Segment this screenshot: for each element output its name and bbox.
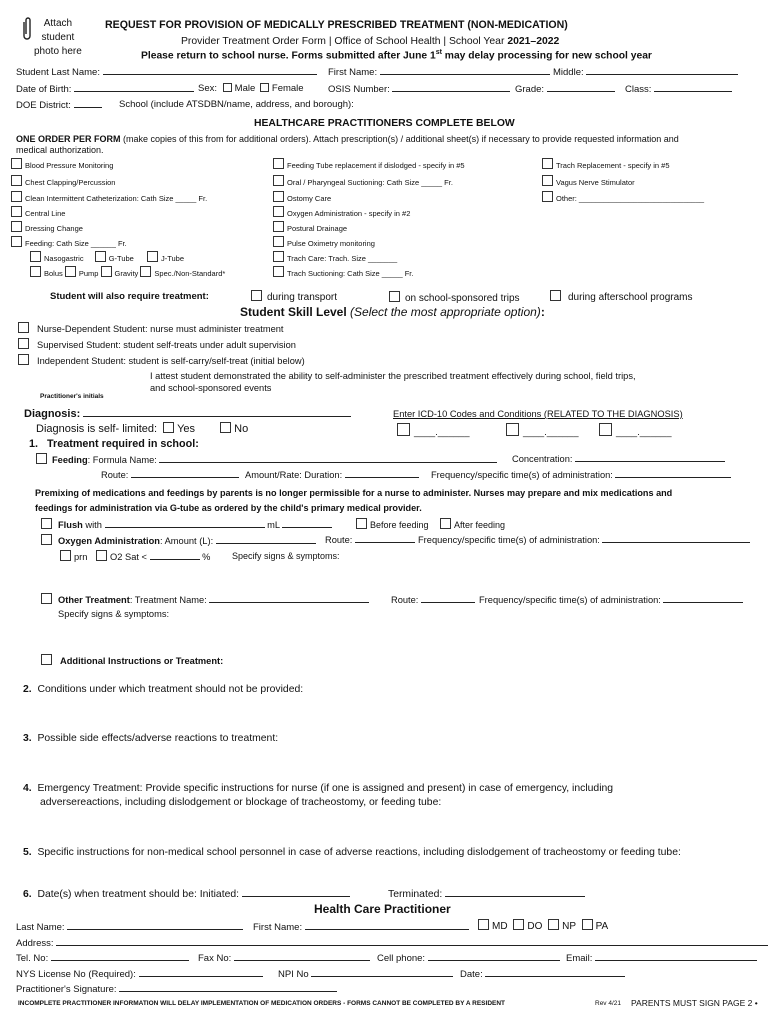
student-first-name-field[interactable]: First Name: bbox=[328, 66, 550, 78]
also-require-row: Student will also require treatment: bbox=[50, 291, 209, 302]
concentration-field[interactable]: Concentration: bbox=[512, 453, 725, 464]
treatment-vagus-nerve[interactable]: Vagus Nerve Stimulator bbox=[542, 175, 635, 187]
hcp-email-field[interactable]: Email: bbox=[566, 952, 757, 964]
hcp-fax-field[interactable]: Fax No: bbox=[198, 952, 370, 964]
g-tube-checkbox[interactable] bbox=[95, 251, 106, 262]
form-title: REQUEST FOR PROVISION OF MEDICALLY PRESCRIBED TREATMENT (NON-MEDICATION) bbox=[105, 19, 568, 31]
treatment-oral-suctioning[interactable]: Oral / Pharyngeal Suctioning: Cath Size _____ Fr. bbox=[273, 175, 453, 187]
treatment-oxygen[interactable]: Oxygen Administration - specify in #2 bbox=[273, 206, 410, 218]
treatment-pulse-oximetry[interactable]: Pulse Oximetry monitoring bbox=[273, 236, 375, 248]
skill-independent[interactable]: Independent Student: student is self-carry/self-treat (initial below) bbox=[18, 354, 305, 366]
q5-non-medical: 5. Specific instructions for non-medical school personnel in case of adverse reactions, including dislodgement of tracheostomy or feeding tube: bbox=[23, 847, 681, 858]
self-limited-row: Diagnosis is self- limited: Yes No bbox=[36, 423, 249, 435]
return-notice: Please return to school nurse. Forms submitted after June 1st may delay processing for new school year bbox=[141, 49, 652, 62]
do-checkbox[interactable] bbox=[513, 919, 524, 930]
footer-warning: INCOMPLETE PRACTITIONER INFORMATION WILL DELAY IMPLEMENTATION OF MEDICATION ORDERS - FORMS CANNOT BE COMPLETED BY A RESIDENT bbox=[18, 1000, 506, 1007]
oxygen-prn-row: prn O2 Sat < % bbox=[60, 550, 210, 562]
q2-conditions: 2. Conditions under which treatment should not be provided: bbox=[23, 684, 304, 695]
hcp-signature-field[interactable]: Practitioner's Signature: bbox=[16, 983, 337, 995]
female-checkbox[interactable] bbox=[260, 83, 269, 92]
self-limited-no-checkbox[interactable] bbox=[220, 422, 231, 433]
hcp-last-name-field[interactable]: Last Name: bbox=[16, 921, 243, 933]
feeding-frequency-field[interactable]: Frequency/specific time(s) of administration: bbox=[431, 469, 731, 480]
practitioners-section-title: HEALTHCARE PRACTITIONERS COMPLETE BELOW bbox=[254, 118, 515, 129]
amount-duration-field[interactable]: Amount/Rate: Duration: bbox=[245, 469, 419, 480]
q6-dates[interactable]: 6. Date(s) when treatment should be: Initiated: bbox=[23, 888, 350, 900]
icd-code-1[interactable]: ____.______ bbox=[397, 423, 469, 438]
form-subtitle: Provider Treatment Order Form | Office of School Health | School Year 2021–2022 bbox=[181, 36, 560, 47]
flush-row[interactable]: Flush with mL bbox=[41, 518, 332, 530]
hcp-address-field[interactable]: Address: bbox=[16, 937, 768, 949]
practitioner-initials-label: Practitioner's initials bbox=[40, 393, 104, 400]
treatment-other[interactable]: Other: ______________________________ bbox=[542, 191, 704, 203]
hcp-first-name-field[interactable]: First Name: bbox=[253, 921, 469, 933]
treatment-central-line[interactable]: Central Line bbox=[11, 206, 65, 218]
route-field[interactable]: Route: bbox=[101, 469, 239, 480]
treatment-catheterization[interactable]: Clean Intermittent Catheterization: Cath Size _____ Fr. bbox=[11, 191, 207, 203]
during-transport-option[interactable]: during transport bbox=[251, 290, 337, 303]
oxygen-frequency-field[interactable]: Frequency/specific time(s) of administration: bbox=[418, 534, 750, 545]
hcp-license-field[interactable]: NYS License No (Required): bbox=[16, 968, 263, 980]
treatment-dressing-change[interactable]: Dressing Change bbox=[11, 221, 83, 233]
treatment-postural-drainage[interactable]: Postural Drainage bbox=[273, 221, 347, 233]
other-treatment-row[interactable]: Other Treatment: Treatment Name: bbox=[41, 593, 369, 605]
other-frequency-field[interactable]: Frequency/specific time(s) of administration: bbox=[479, 594, 743, 605]
one-order-notice-cont: medical authorization. bbox=[16, 145, 104, 155]
hcp-cell-field[interactable]: Cell phone: bbox=[377, 952, 560, 964]
prn-checkbox[interactable] bbox=[60, 550, 71, 561]
other-specify-label: Specify signs & symptoms: bbox=[58, 609, 170, 619]
additional-instructions[interactable]: Additional Instructions or Treatment: bbox=[41, 654, 223, 666]
bolus-checkbox[interactable] bbox=[30, 266, 41, 277]
student-last-name-field[interactable]: Student Last Name: bbox=[16, 66, 317, 78]
np-checkbox[interactable] bbox=[548, 919, 559, 930]
oxygen-row[interactable]: Oxygen Administration: Amount (L): bbox=[41, 534, 316, 546]
other-route-field[interactable]: Route: bbox=[391, 594, 475, 605]
treatment-trach-care[interactable]: Trach Care: Trach. Size _______ bbox=[273, 251, 397, 263]
treatment-trach-replacement[interactable]: Trach Replacement - specify in #5 bbox=[542, 158, 670, 170]
icd-codes-label: Enter ICD-10 Codes and Conditions (RELATED TO THE DIAGNOSIS) bbox=[393, 409, 683, 419]
treatment-chest-clapping[interactable]: Chest Clapping/Percussion bbox=[11, 175, 115, 187]
attest-statement: I attest student demonstrated the ability to self-administer the prescribed treatment effectively during school, field trips, and school-sponsored events bbox=[150, 371, 636, 393]
icd-code-2[interactable]: ____.______ bbox=[506, 423, 578, 438]
treatment-trach-suctioning[interactable]: Trach Suctioning: Cath Size _____ Fr. bbox=[273, 266, 413, 278]
hcp-tel-field[interactable]: Tel. No: bbox=[16, 952, 189, 964]
after-feeding-option[interactable]: After feeding bbox=[440, 518, 505, 530]
icd-code-3[interactable]: ____.______ bbox=[599, 423, 671, 438]
self-limited-yes-checkbox[interactable] bbox=[163, 422, 174, 433]
md-checkbox[interactable] bbox=[478, 919, 489, 930]
school-field: School (include ATSDBN/name, address, and borough): bbox=[119, 99, 354, 110]
feeding-formula-row[interactable]: Feeding: Formula Name: bbox=[36, 453, 497, 465]
hcp-npi-field[interactable]: NPI No bbox=[278, 968, 453, 980]
o2-sat-checkbox[interactable] bbox=[96, 550, 107, 561]
q1-title: 1. Treatment required in school: bbox=[29, 438, 199, 450]
hcp-credentials: MD DO NP PA bbox=[478, 919, 608, 932]
treatment-feeding[interactable]: Feeding: Cath Size ______ Fr. bbox=[11, 236, 127, 248]
terminated-field[interactable]: Terminated: bbox=[388, 888, 585, 900]
q4-emergency: 4. Emergency Treatment: Provide specific instructions for nurse (if one is assigned and present) in case of emergency, including adversereactions, including dislodgement or blockage of tracheostomy, or feeding tube: bbox=[23, 783, 614, 808]
school-trips-option[interactable]: on school-sponsored trips bbox=[389, 291, 520, 304]
feeding-subtypes: Nasogastric G-Tube J-Tube bbox=[30, 251, 184, 263]
gravity-checkbox[interactable] bbox=[101, 266, 112, 277]
osis-field[interactable]: OSIS Number: bbox=[328, 83, 510, 95]
oxygen-route-field[interactable]: Route: bbox=[325, 534, 415, 545]
pa-checkbox[interactable] bbox=[582, 919, 593, 930]
spec-non-standard-checkbox[interactable] bbox=[140, 266, 151, 277]
j-tube-checkbox[interactable] bbox=[147, 251, 158, 262]
revision-label: Rev 4/21 bbox=[595, 1000, 622, 1007]
skill-supervised[interactable]: Supervised Student: student self-treats under adult supervision bbox=[18, 338, 296, 350]
pump-checkbox[interactable] bbox=[65, 266, 76, 277]
class-field[interactable]: Class: bbox=[625, 83, 732, 95]
parents-sign-notice: PARENTS MUST SIGN PAGE 2 • bbox=[631, 998, 758, 1008]
one-order-notice: ONE ORDER PER FORM (make copies of this from for additional orders). Attach prescription(s) / additional sheet(s) if necessary to provide requested information and bbox=[16, 134, 679, 144]
paperclip-icon bbox=[20, 16, 34, 45]
treatment-feeding-tube-replacement[interactable]: Feeding Tube replacement if dislodged - specify in #5 bbox=[273, 158, 465, 170]
diagnosis-field[interactable]: Diagnosis: bbox=[24, 407, 351, 420]
treatment-ostomy-care[interactable]: Ostomy Care bbox=[273, 191, 331, 203]
grade-field[interactable]: Grade: bbox=[515, 83, 615, 95]
attach-photo-label: Attach student photo here bbox=[34, 18, 82, 57]
sex-field: Sex: Male Female bbox=[198, 83, 304, 94]
doe-district-field[interactable]: DOE District: bbox=[16, 99, 102, 111]
hcp-date-field[interactable]: Date: bbox=[460, 968, 625, 980]
feeding-methods: Bolus Pump Gravity Spec./Non-Standard* bbox=[30, 266, 225, 278]
treatment-blood-pressure[interactable]: Blood Pressure Monitoring bbox=[11, 158, 113, 170]
male-checkbox[interactable] bbox=[223, 83, 232, 92]
dob-field[interactable]: Date of Birth: bbox=[16, 83, 194, 95]
before-feeding-option[interactable]: Before feeding bbox=[356, 518, 429, 530]
nasogastric-checkbox[interactable] bbox=[30, 251, 41, 262]
oxygen-specify-label: Specify signs & symptoms: bbox=[232, 551, 340, 561]
hcp-title: Health Care Practitioner bbox=[314, 902, 451, 916]
skill-level-title: Student Skill Level (Select the most appropriate option): bbox=[240, 305, 545, 319]
skill-nurse-dependent[interactable]: Nurse-Dependent Student: nurse must administer treatment bbox=[18, 322, 284, 334]
student-middle-field[interactable]: Middle: bbox=[553, 66, 738, 78]
afterschool-option[interactable]: during afterschool programs bbox=[550, 290, 693, 303]
premix-notice: Premixing of medications and feedings by parents is no longer permissible for a nurse to administer. Nurses may prepare and mix medications and feedings for administration via G-tube as ordered by the child's primary medical provider. bbox=[35, 488, 673, 513]
q3-side-effects: 3. Possible side effects/adverse reactions to treatment: bbox=[23, 733, 279, 744]
